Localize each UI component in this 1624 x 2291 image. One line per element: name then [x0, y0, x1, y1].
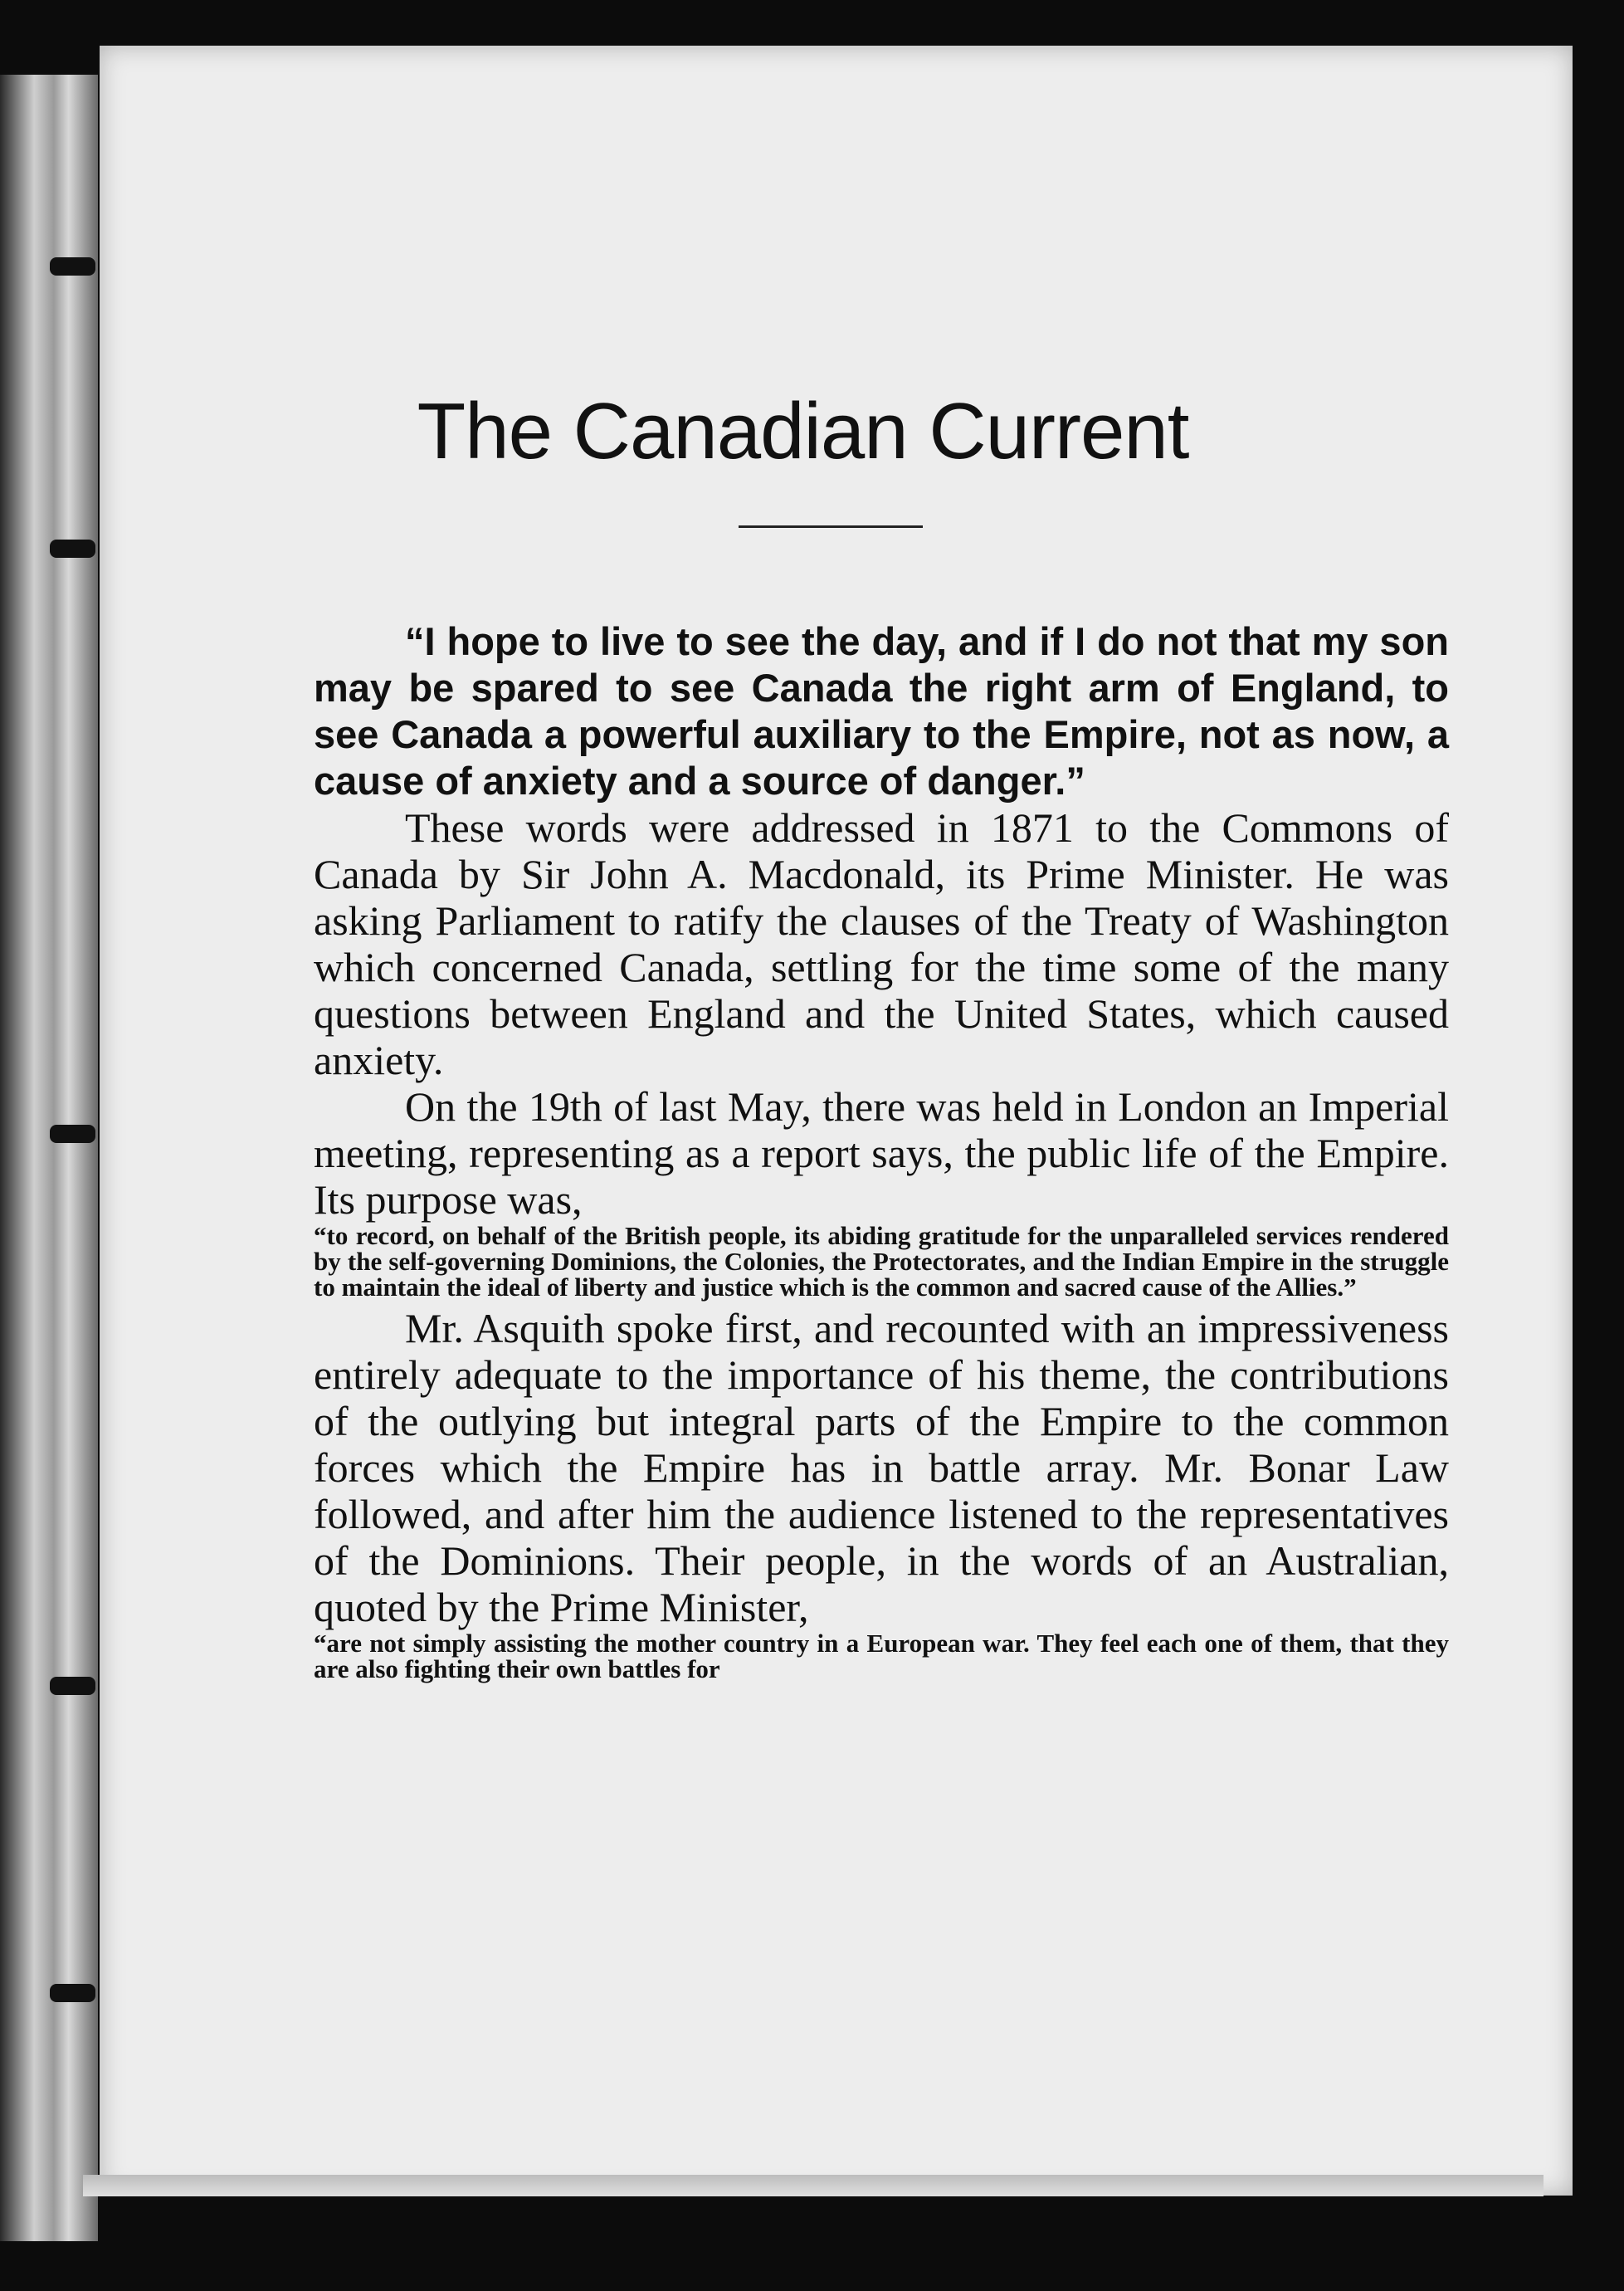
paragraph: Mr. Asquith spoke first, and recounted with an impressiveness entirely adequate to the importance of his theme, the contributions of the outlying but integral parts of the Empire to the common forces which the Empire has in battle array. Mr. Bonar Law followed, and after him the audience listened to the representatives of the Dominions. Their people, in the words of an Australian, quoted by the Prime Minister, — [314, 1305, 1449, 1630]
binding-mark — [50, 1984, 95, 2002]
binding-mark — [50, 540, 95, 558]
page-bottom-edge — [83, 2175, 1544, 2196]
opening-quote: “I hope to live to see the day, and if I do not that my son may be spared to see Canada the right arm of England, to see Canada a powerful auxiliary to the Empire, not as now, a cause of anxiety and a source of danger.” — [314, 619, 1449, 803]
block-quote: “to record, on behalf of the British people, its abiding gratitude for the unparalleled services rendered by the self-governing Dominions, the Colonies, the Protectorates, and the Indian Empire in the struggle to maintain the ideal of liberty and justice which is the common and sacred cause of the Allies.” — [314, 1221, 1449, 1302]
page-content — [314, 618, 1449, 1687]
binding-mark — [50, 1125, 95, 1143]
document-page — [100, 46, 1573, 2196]
binding-mark — [50, 1677, 95, 1695]
paragraph: On the 19th of last May, there was held in London an Imperial meeting, representing as a report says, the public life of the Empire. Its purpose was, — [314, 1083, 1449, 1223]
page-title: The Canadian Current — [417, 387, 1189, 476]
block-quote: “are not simply assisting the mother country in a European war. They feel each one of them, that they are also fighting their own battles for — [314, 1629, 1449, 1683]
paragraph: These words were addressed in 1871 to the Commons of Canada by Sir John A. Macdonald, its Prime Minister. He was asking Parliament to ratify the clauses of the Treaty of Washington which concerned Canada, settling for the time some of the many questions between England and the United States, which caused anxiety. — [314, 804, 1449, 1083]
binding-mark — [50, 257, 95, 276]
title-divider — [739, 525, 923, 528]
